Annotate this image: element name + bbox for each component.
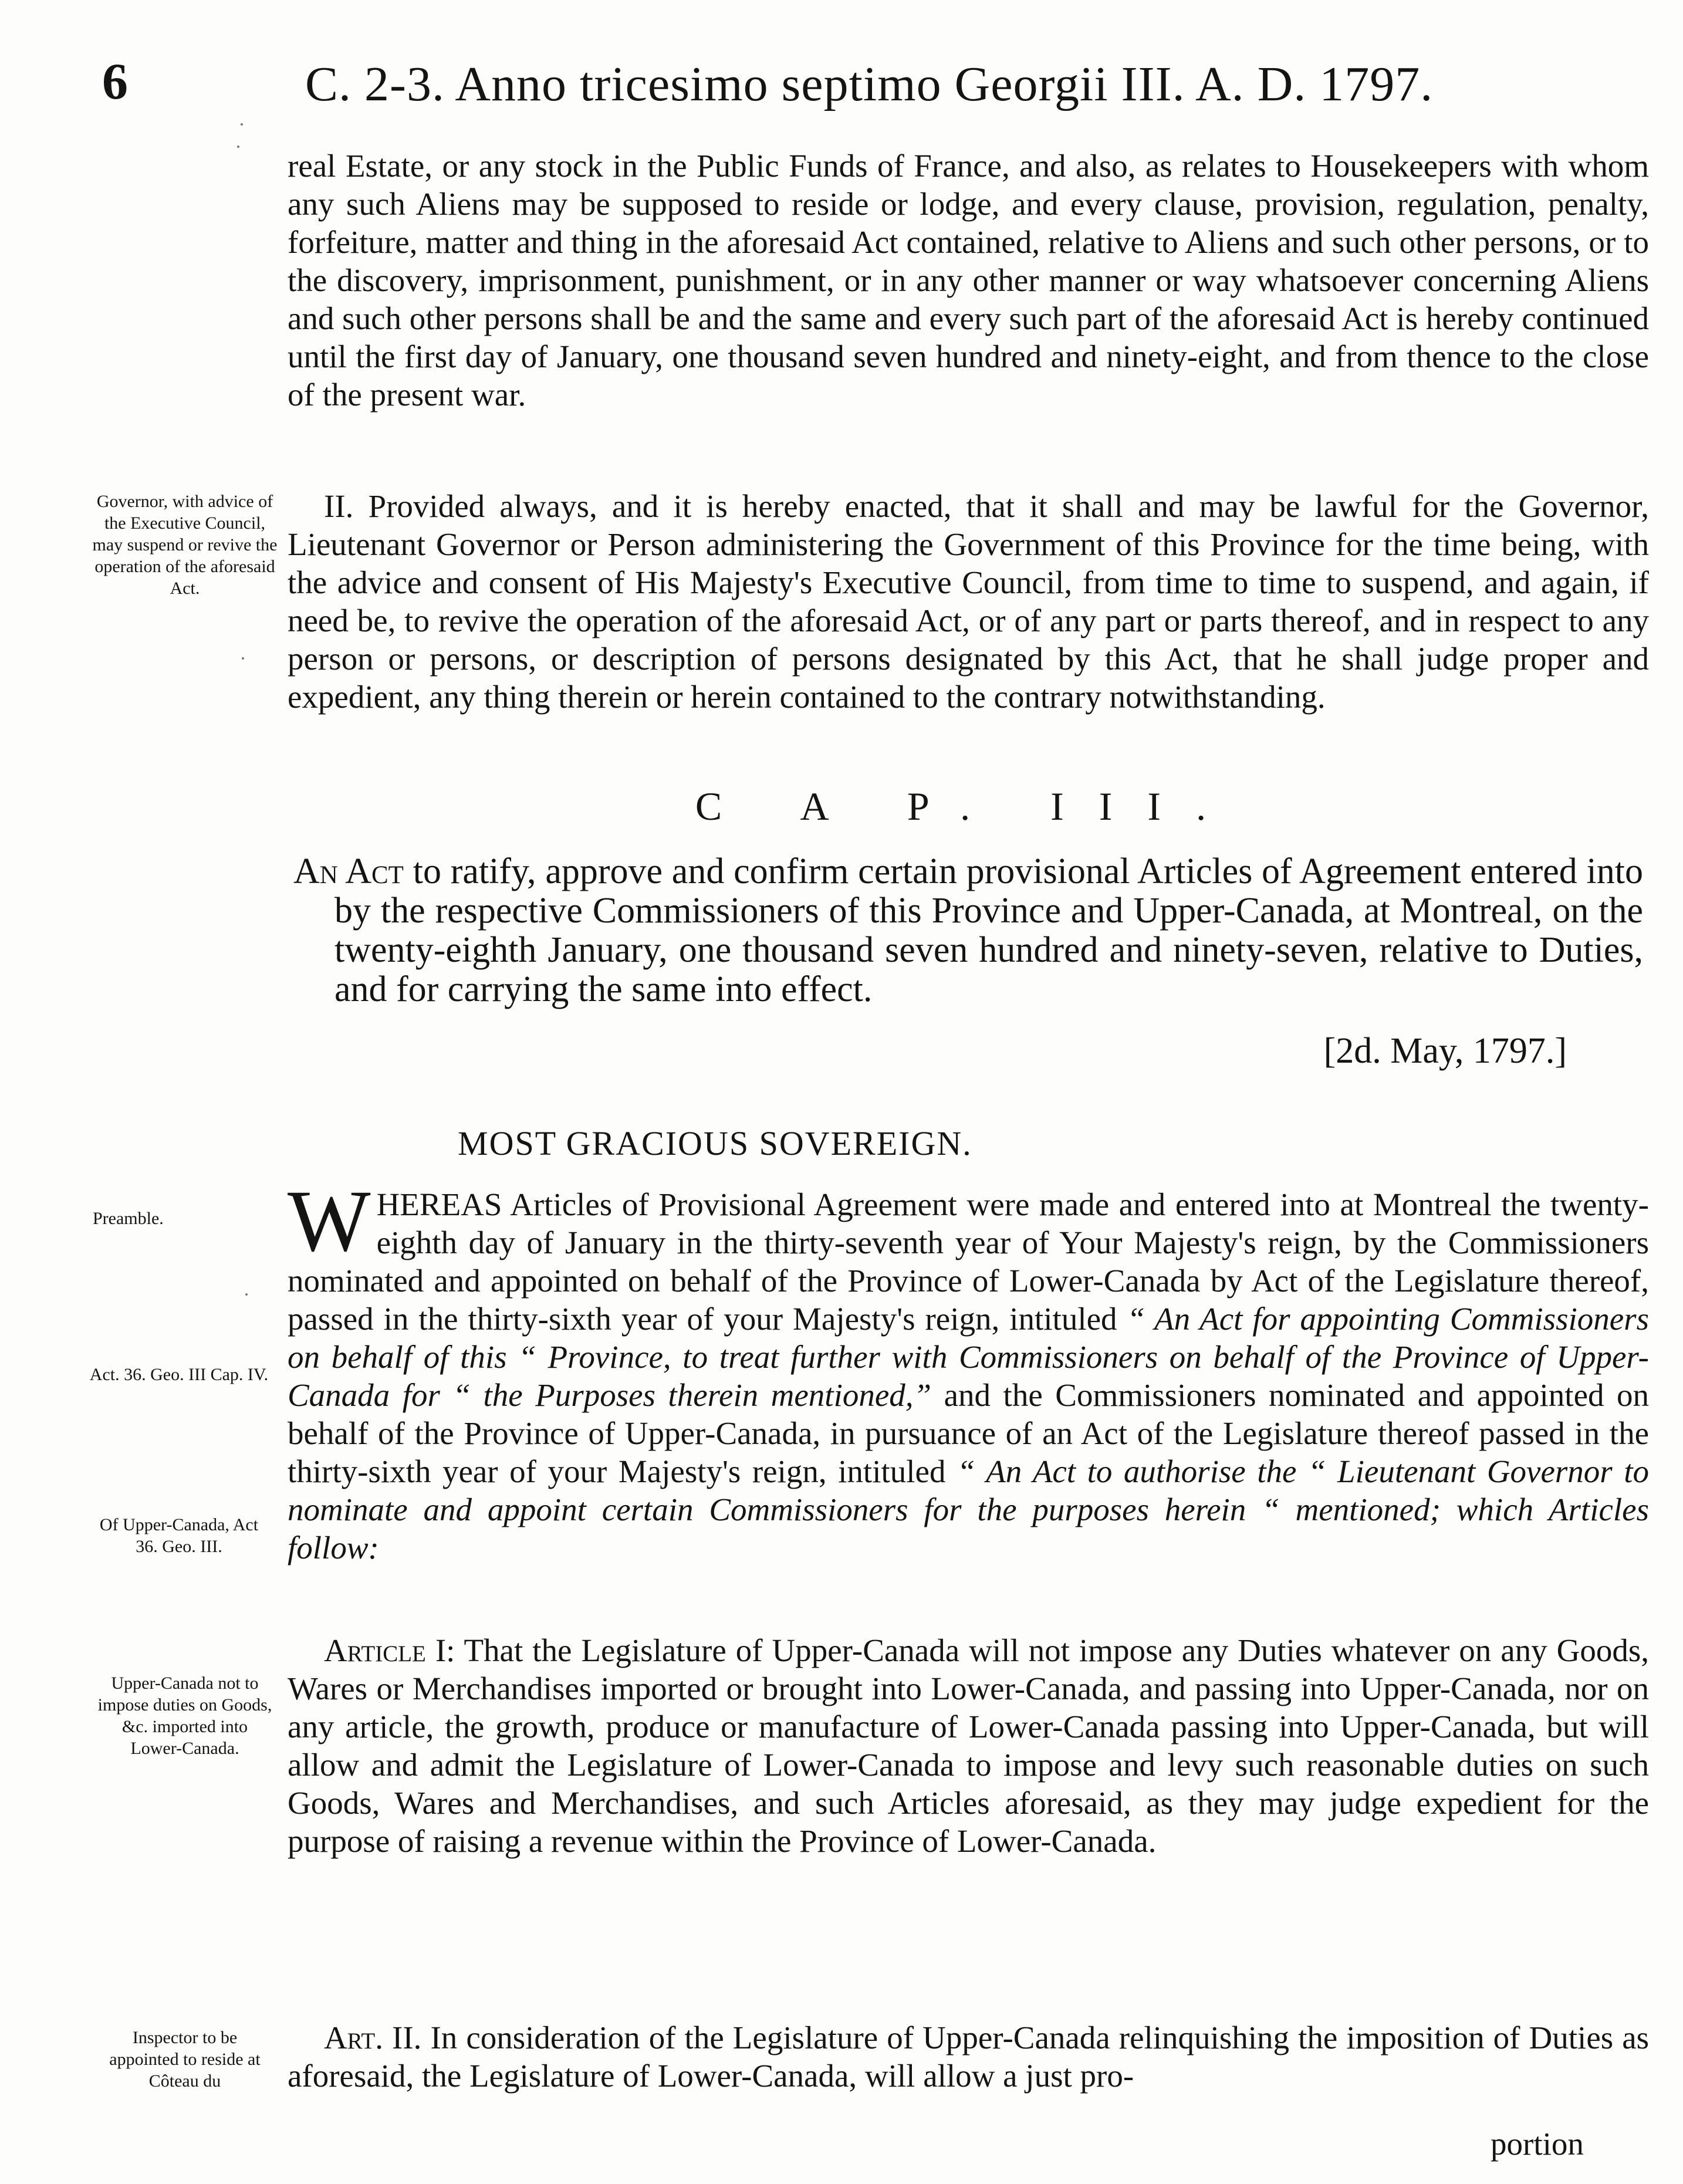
preamble-quote-1: “ An Act for appointing Commissioners on behalf of this “ Province, to treat further with Commissioners on behalf of the Province of Upper-Canada for “ the Purposes therein mentioned,” xyxy=(288,1301,1649,1413)
preamble-text-part-2: and the Commissioners nominated and appointed on behalf of the Province of Upper-Canada, in pursuance of an Act of the Legislature thereof passed in the thirty-sixth year of your Majesty's reign, intituled xyxy=(288,1377,1650,1489)
catchword: portion xyxy=(1491,2126,1584,2162)
margin-note-act-upper-canada: Of Upper-Canada, Act 36. Geo. III. xyxy=(99,1515,259,1556)
margin-note-section-ii: Governor, with advice of the Executive Council, may suspend or revive the operation of the aforesaid Act. xyxy=(92,492,278,598)
address-heading: MOST GRACIOUS SOVEREIGN. xyxy=(458,1124,972,1162)
continuation-text: real Estate, or any stock in the Public Funds of France, and also, as relates to Housekeepers with whom any such Aliens may be supposed to reside or lodge, and every clause, provision, regulation, penalty, forfeiture, matter and thing in the aforesaid Act contained, relative to Aliens and such other persons, or to the discovery, imprisonment, punishment, or in any other manner or way whatsoever concerning Aliens and such other persons shall be and the same and every such part of the aforesaid Act is hereby continued until the first day of January, one thousand seven hundred and ninety-eight, and from thence to the close of the present war. xyxy=(288,148,1649,413)
preamble-text xyxy=(288,1172,1650,1567)
print-speck xyxy=(241,123,243,126)
act-title-text: to ratify, approve and confirm certain provisional Articles of Agreement entered into by the respective Commissioners of this Province and Upper-Canada, at Montreal, on the twenty-eighth January, one thousand seven hundred and ninety-seven, relative to Duties, and for carrying the same into effect. xyxy=(334,851,1643,1009)
article-i-paragraph xyxy=(288,1631,1649,1860)
margin-note-act-lower-canada: Act. 36. Geo. III Cap. IV. xyxy=(89,1365,269,1384)
section-ii-paragraph xyxy=(288,487,1649,716)
print-speck xyxy=(237,146,239,148)
article-i-label: Article I: xyxy=(324,1632,455,1668)
article-ii-text xyxy=(288,2019,1649,2095)
article-ii-body: In consideration of the Legislature of Upper-Canada relinquishing the imposition of Duties as aforesaid, the Legislature of Lower-Canada, will allow a just pro- xyxy=(288,2020,1650,2094)
chapter-heading: C A P. III. xyxy=(695,784,1242,829)
print-speck xyxy=(242,657,244,660)
act-title xyxy=(293,852,1643,1009)
article-ii-paragraph xyxy=(288,2019,1649,2095)
page-number: 6 xyxy=(102,53,128,110)
margin-note-article-ii: Inspector to be appointed to reside at Côteau du xyxy=(109,2028,261,2091)
article-i-body: That the Legislature of Upper-Canada will not impose any Duties whatever on any Goods, Wares or Merchandises imported or brought into Lower-Canada, and passing into Upper-Canada, nor on any article, the growth, produce or manufacture of Lower-Canada passing into Upper-Canada, but will allow and admit the Legislature of Lower-Canada to impose and levy such reasonable duties on such Goods, Wares and Merchandises, and such Articles aforesaid, as they may judge expedient for the purpose of raising a revenue within the Province of Lower-Canada. xyxy=(288,1632,1649,1859)
margin-note-article-i: Upper-Canada not to impose duties on Goods, &c. imported into Lower-Canada. xyxy=(97,1674,272,1758)
preamble-paragraph xyxy=(288,1172,1650,1567)
running-header xyxy=(88,52,1649,140)
print-speck xyxy=(245,1293,248,1296)
preamble-quote-2: “ An Act to authorise the “ Lieutenant Governor to nominate and appoint certain Commissioners for the purposes herein “ mentioned; which Articles follow: xyxy=(288,1453,1649,1566)
margin-note-preamble: Preamble. xyxy=(93,1209,164,1228)
assent-date: [2d. May, 1797.] xyxy=(1323,1031,1567,1071)
preamble-text-part-1: HEREAS Articles of Provisional Agreement were made and entered into at Montreal the twenty-eighth day of January in the thirty-seventh year of Your Majesty's reign, by the Commissioners nominated and appointed on behalf of the Province of Lower-Canada by Act of the Legislature thereof, passed in the thirty-sixth year of your Majesty's reign, intituled xyxy=(288,1186,1649,1337)
article-ii-label: Art. II. xyxy=(324,2020,422,2055)
drop-cap: W xyxy=(288,1172,371,1270)
section-ii-text: II. Provided always, and it is hereby enacted, that it shall and may be lawful for the Governor, Lieutenant Governor or Person administering the Government of this Province for the time being, with the advice and consent of His Majesty's Executive Council, from time to time to suspend, and again, if need be, to revive the operation of the aforesaid Act, or of any part or parts thereof, and in respect to any person or persons, or description of persons designated by this Act, that he shall judge proper and expedient, any thing therein or herein contained to the contrary notwithstanding. xyxy=(288,488,1649,715)
running-head-title: C. 2-3. Anno tricesimo septimo Georgii III. A. D. 1797. xyxy=(305,57,1434,111)
act-title-block xyxy=(293,852,1643,1009)
act-title-lead: An Act xyxy=(293,851,404,891)
article-i-text xyxy=(288,1631,1649,1860)
continuation-paragraph xyxy=(288,147,1649,414)
